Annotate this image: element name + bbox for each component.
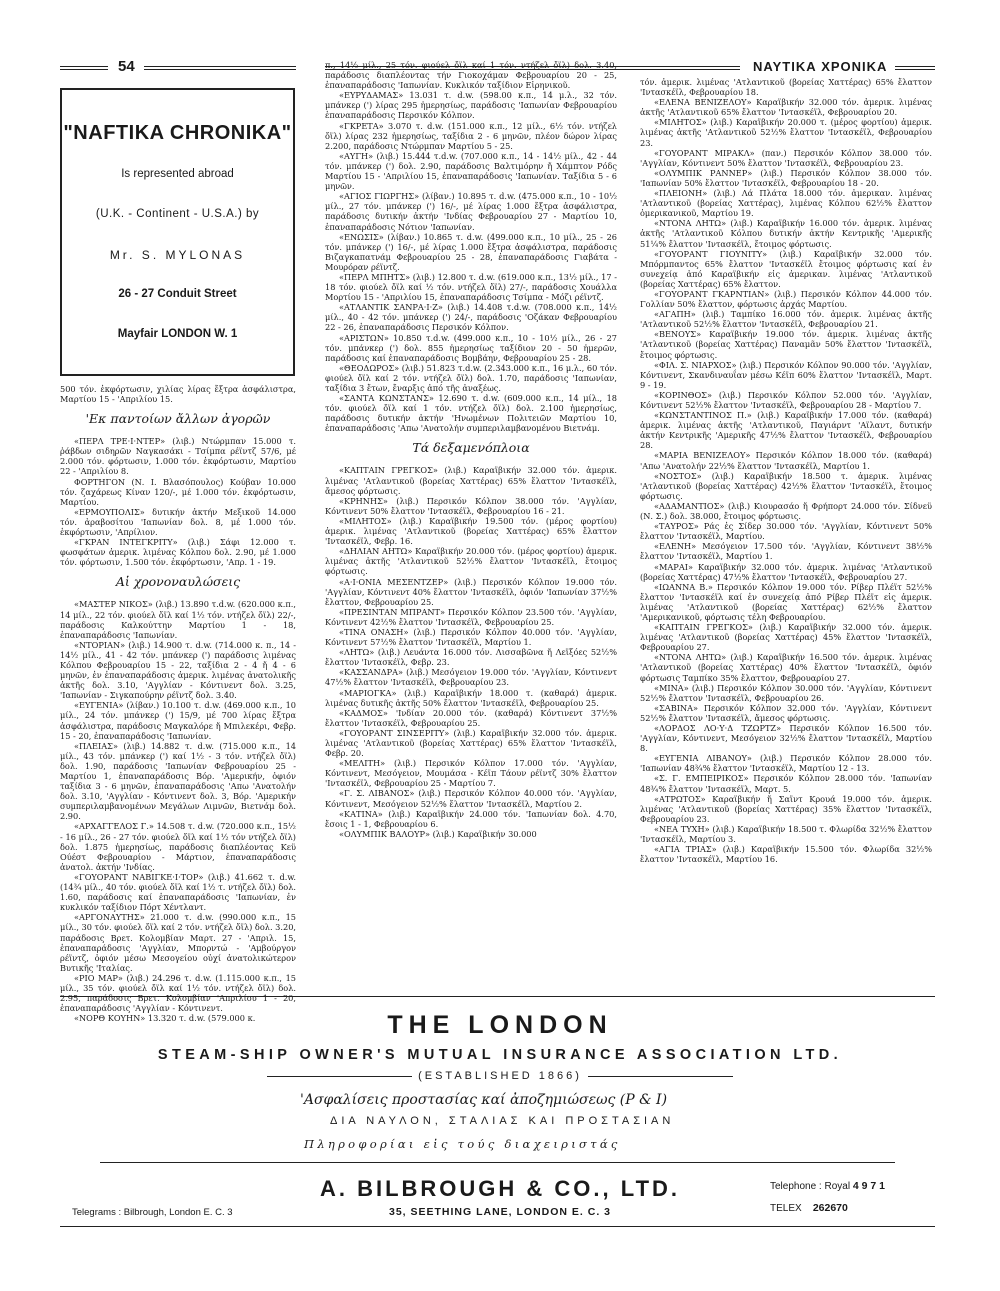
tanker-item: «ΜΕΛΙΤΗ» (λιβ.) Περσικόν Κόλπον 17.000 τόν. 'Αγγλίαν, Κόντινεντ, Μεσόγειον, Μουμάσα - Κέϊπ Τάουν ρέϊντζ 30% ἔλαττον 'Ιντασκέϊλ, Φεβρουαρίου 25 - Μαρτίου 7. <box>325 758 617 789</box>
charter-item: «ΑΤΛΑΝΤΙΚ ΣΑΝΡΑ·Ι·Ζ» (λιβ.) 14.408 τ.d.w. (708.000 κ.π., 14½ μίλ., 40 - 42 τόν. μπάνκερ (') 24/-, παράδοσις 'Οζάκαν Φεβρουαρίου 22 - 26, ἐπαναπαράδοσις Περσικόν Κόλπον. <box>325 302 617 333</box>
fixture-item: «ΠΕΡΛ ΤΡΕ·Ι·ΝΤΕΡ» (λιβ.) Ντώρμπαν 15.000 τ. ῥάβδων σιδηρῶν Ναγκασάκι - Τσίμπα ρέϊντζ 57/6, μέ 2.000 τόν. φόρτωσιν, 1.000 τόν. ἐκφόρτωσιν, Μαρτίου 22 - 'Απριλίου 8. <box>60 436 296 477</box>
tanker-item: «Α·Ι·ΟΝΙΑ ΜΕΣΕΝΤΖΕΡ» (λιβ.) Περσικόν Κόλπον 19.000 τόν. 'Αγγλίαν, Κόντινεντ 40% ἔλαττον 'Ιντασκέϊλ, ὀφιόν 'Ιαπωνίαν 37½% ἔλαττον, Φεβρουαρίου 25. <box>325 576 617 607</box>
tanker-item: «ΓΟΥΟΡΑΝΤ ΣΙΝΣΕΡΙΤΥ» (λιβ.) Καραϊβικήν 32.000 τόν. ἀμερικ. λιμένας 'Ατλαντικοῦ (βορείας Χαττέρας) 65% ἔλαττον 'Ιντασκέϊλ, Φεβρ. 20. <box>325 727 617 759</box>
tanker-item: «ΑΓΙΑ ΤΡΙΑΣ» (λιβ.) Καραϊβικήν 15.500 τόν. Φλωρίδα 32½% ἔλαττον 'Ιντασκέϊλ, Μαρτίου 16. <box>640 844 932 865</box>
advert-info-line: Πληροφορίαι εἰς τούς διαχειριστάς <box>304 1137 621 1151</box>
telephone-label: Telephone : Royal <box>770 1181 851 1192</box>
tanker-item: «ΝΟΣΤΟΣ» (λιβ.) Καραϊβικήν 18.500 τ. ἀμερικ. λιμένας 'Ατλαντικοῦ (βορείας Χαττέρας) 42½% ἔλαττον 'Ιντασκέϊλ, ἔτοιμος φόρτωσις. <box>640 470 932 501</box>
ad-line-street: 26 - 27 Conduit Street <box>118 288 237 300</box>
ad-title: "NAFTIKA CHRONIKA" <box>63 122 292 144</box>
advert-insurance-line: 'Ασφαλίσεις προστασίας καί ἀποζημιώσεως (P & I) <box>300 1092 668 1108</box>
tanker-item: «ΚΑΔΜΟΣ» 'Ινδίαν 20.000 τόν. (καθαρά) Κόντινεντ 37½% ἔλαττον 'Ιντασκέϊλ, Φεβρουαρίου 25. <box>325 707 617 728</box>
tanker-item: «ΚΩΝΣΤΑΝΤΙΝΟΣ Π.» (λιβ.) Καραϊβικήν 17.000 τόν. (καθαρά) ἀμερικ. λιμένας ἀκτῆς 'Ατλαντικοῦ, Παγιάρντ 'Αϊλαντ, δυτικήν ἀκτήν Κεντρικῆς 'Αμερικῆς 47½% ἔλαττον 'Ιντασκέϊλ, Φεβρουαρίου 28. <box>640 410 932 451</box>
charter-item: «ΜΑΣΤΕΡ ΝΙΚΟΣ» (λιβ.) 13.890 τ.d.w. (620.000 κ.π., 14 μίλ., 22 τόν. φιούελ ὄϊλ καί 1½ τόν. ντήζελ ὄϊλ) 22/-, παράδοσις Καλκούττην Μαρτίου 1 - 18, ἐπαναπαράδοσις 'Ιαπωνίαν. <box>60 599 296 640</box>
advert-agent-name: A. BILBROUGH & CO., LTD. <box>319 1176 681 1201</box>
column-1-intro: 500 τόν. ἐκφόρτωσιν, χιλίας λίρας ἔξτρα ἀσφάλιστρα, Μαρτίου 15 - 'Απριλίου 15. <box>60 384 296 405</box>
charter-item: «ΕΥΓΕΝΙΑ» (λίβαν.) 10.100 τ. d.w. (469.000 κ.π., 10 μίλ., 24 τόν. μπάνκερ (') 15/9, μέ 700 λίρας ἔξτρα ἀσφάλιστρα, παράδοσις Μαγκαλόρε ἤ Μπιλεκέρι, Φεβρ. 15 - 20, ἐπαναπαράδοσις 'Ιαπωνίαν. <box>60 700 296 741</box>
tanker-item: «ΔΗΛΙΑΝ ΑΗΤΩ» Καραϊβικήν 20.000 τόν. (μέρος φορτίου) ἀμερικ. λιμένας ἀκτῆς 'Ατλαντικοῦ 52½% ἔλαττον 'Ιντασκέϊλ, ἔτοιμος φόρτωσις. <box>325 546 617 577</box>
charter-item: «ΝΤΟΡΙΑΝ» (λιβ.) 14.900 τ. d.w. (714.000 κ. π., 14 - 14½ μίλ., 41 - 42 τόν. μπάνκερ (') παράδοσις λιμένας Κόλπου Φεβρουαρίου 15 - 22, ταξίδια 2 - 4 ἤ 4 - 6 μηνῶν, ἐν ἐπαναπαράδοσις ἀμερικ. λιμένας ἀνατολικῆς ἀκτῆς δολ. 3.10, 'Αγγλίαν - Κόντινεντ δολ. 3.25, 'Ιαπωνίαν - Σιγκαπούρην ρέϊντζ δολ. 3.40. <box>60 639 296 701</box>
tanker-item: «ΣΑΒΙΝΑ» Περσικόν Κόλπον 32.000 τόν. 'Αγγλίαν, Κόντινεντ 52½% ἔλαττον 'Ιντασκέϊλ, ἄμεσος φόρτωσις. <box>640 702 932 723</box>
tanker-item: «Σ. Γ. ΕΜΠΕΙΡΙΚΟΣ» Περσικόν Κόλπον 28.000 τόν. 'Ιαπωνίαν 48¾% ἔλαττον 'Ιντασκέϊλ, Μαρτ. 5. <box>640 773 932 794</box>
tanker-item: «ΑΔΑΜΑΝΤΙΟΣ» (λιβ.) Κιουρασάο ἤ Φρήπορτ 24.000 τόν. Σίδνεϋ (Ν. Σ.) δολ. 38.000, ἔτοιμος φόρτωσις. <box>640 500 932 522</box>
ad-line-represented: Is represented abroad <box>121 168 234 180</box>
tanker-item: «ΟΛΥΜΠΙΚ ΡΑΝΝΕΡ» (λιβ.) Περσικόν Κόλπον 38.000 τόν. 'Ιαπωνίαν 50% ἔλαττον 'Ιντασκέϊλ, Φεβρουαρίου 18 - 20. <box>640 167 932 188</box>
column-2 <box>325 60 617 839</box>
header-rule-middle <box>144 66 296 70</box>
rule-left <box>267 1076 412 1077</box>
tanker-item: «ΜΙΛΗΤΟΣ» (λιβ.) Καραϊβικήν 19.500 τόν. (μέρος φορτίου) ἀμερικ. λιμένας 'Ατλαντικοῦ (βορείας Χαττέρας) 65% ἔλαττον 'Ιντασκέϊλ, Φεβρ. 16. <box>325 515 617 547</box>
tanker-item: «ΤΙΝΑ ΟΝΑΣΗ» (λιβ.) Περσικόν Κόλπον 40.000 τόν. 'Αγγλίαν, Κόντινεντ 57½% ἔλαττον 'Ιντασκέϊλ, Μαρτίου 1. <box>325 626 617 648</box>
tanker-item: «ΝΤΟΝΑ ΛΗΤΩ» (λιβ.) Καραϊβικήν 16.000 τόν. ἀμερικ. λιμένας ἀκτῆς 'Ατλαντικοῦ Κόλπου δυτικήν ἀκτήν Κεντρικῆς 'Αμερικῆς 51¼% ἔλαττον 'Ιντασκέϊλ, ἔτοιμος φόρτωσις. <box>640 218 932 249</box>
section-heading-tankers: Τά δεξαμενόπλοια <box>412 440 530 456</box>
tanker-item: «ΓΟΥΟΡΑΝΤ ΜΙΡΑΚΛ» (παν.) Περσικόν Κόλπον 38.000 τόν. 'Αγγλίαν, Κόντινεντ 50% ἔλαττον 'Ιντασκέϊλ, Φεβρουαρίου 23. <box>640 147 932 168</box>
advert-established <box>0 1070 1000 1082</box>
fixture-item: «ΓΚΡΑΝ ΙΝΤΕΓΚΡΙΤΥ» (λιβ.) Σάφι 12.000 τ. φωσφάτων ἀμερικ. λιμένας Κόλπου δολ. 2.90, μέ 1.000 τόν. φόρτωσιν, 1.500 τόν. ἐκφόρτωσιν, 'Απρ. 1 - 19. <box>60 537 296 568</box>
charter-item: «ΕΥΡΥΔΑΜΑΣ» 13.031 τ. d.w. (598.00 κ.π., 14 μ.λ., 32 τόν. μπάνκερ (') λίρας 295 ἡμερησίως, παράδοσις 'Ιαπωνίαν Φεβρουαρίου ἐπαναπαράδοσις Περσικόν Κόλπον. <box>325 90 617 121</box>
charter-item: «ΓΚΡΕΤΑ» 3.070 τ. d.w. (151.000 κ.π., 12 μίλ., 6½ τόν. ντήζελ ὄϊλ) λίρας 232 ἡμερησίως, ταξίδια 2 - 6 μηνῶν, πλέον δώρον λίρας 2.200, παράδοσις Ντώρμπαν Μαρτίου 5 - 25. <box>325 120 617 151</box>
telephone-number: 4 9 7 1 <box>852 1180 885 1192</box>
ad-line-city: Mayfair LONDON W. 1 <box>117 328 238 340</box>
charter-item: «ΕΝΩΣΙΣ» (λίβαν.) 10.865 τ. d.w. (499.000 κ.π., 10 μίλ., 25 - 26 τόν. μπάνκερ (') 16/-, μέ λίρας 1.000 ἔξτρα ἀσφάλιστρα, παράδοσις Βιζαγκαπατνάμ Φεβρουαρίου 25 - 28, ἐπαναπαράδοσις Γιαβάτα - Μουρόραν ρέϊντζ. <box>325 231 617 272</box>
tanker-item: «ΦΙΛ. Σ. ΝΙΑΡΧΟΣ» (λιβ.) Περσικόν Κόλπον 90.000 τόν. 'Αγγλίαν, Κόντινεντ, Σκανδιναυΐαν μέσω Κέϊπ 60% ἔλαττον 'Ιντασκέϊλ, Μαρτ. 9 - 19. <box>640 359 932 390</box>
tanker-item: «ΙΩΑΝΝΑ Β.» Περσικόν Κόλπον 19.000 τόν. Ρίβερ Πλέϊτ 52½% ἔλαττον 'Ιντασκέϊλ καί ἐν συνεχείᾳ ἀπό Ρίβερ Πλέϊτ εἰς ἀμερικ. λιμένας 'Ατλαντικοῦ (βορείας Χαττέρας) 62½% ἔλαττον 'Αμερικανικοῦ, φόρτωσις τέλη Φεβρουαρίου. <box>640 581 932 622</box>
charter-item: «ΑΡΧΑΓΓΕΛΟΣ Γ.» 14.508 τ. d.w. (720.000 κ.π., 15½ - 16 μίλ., 26 - 27 τόν. φιούελ ὄϊλ καί 1½ τόν ντήζελ ὄϊλ) δολ. 1.875 ἡμερησίως, παράδοσις διαπλέοντας Κεϋ Ούέστ Φεβρουαρίου - Μάρτιον, ἐπαναπαράδοσις ἀνατολ. ἀκτήν 'Ινδίας. <box>60 821 296 872</box>
tanker-item: «ΤΑΥΡΟΣ» Ράς ἐς Σίδερ 30.000 τόν. 'Αγγλίαν, Κόντινεντ 50% ἔλαττον 'Ιντασκέϊλ, Μαρτίου. <box>640 521 932 542</box>
advert-agent-address: 35, SEETHING LANE, LONDON E. C. 3 <box>388 1206 612 1218</box>
tanker-item: «ΠΡΕΣΙΝΤΑΝ ΜΠΡΑΝΤ» Περσικόν Κόλπον 23.500 τόν. 'Αγγλίαν, Κόντινεντ 42½% ἔλαττον 'Ιντασκέϊλ, Φεβρουαρίου 25. <box>325 606 617 627</box>
advert-telegrams: Telegrams : Bilbrough, London E. C. 3 <box>72 1207 233 1218</box>
established-text: (ESTABLISHED 1866) <box>418 1070 582 1082</box>
tanker-item: «Γ. Σ. ΛΙΒΑΝΟΣ» (λιβ.) Περσικόν Κόλπον 40.000 τόν. 'Αγγλίαν, Κόντινεντ, Μεσόγειον 52½% ἔλαττον 'Ιντασκέϊλ, Μαρτίου 2. <box>325 788 617 809</box>
advert-bottom-rule <box>60 1226 935 1227</box>
advert-middle-rule <box>100 1162 895 1163</box>
tanker-item: «ΠΛΕΙΟΝΗ» (λιβ.) Λά Πλάτα 18.000 τόν. ἀμερικαν. λιμένας 'Ατλαντικοῦ (βορείας Χαττέρας), λιμένας Κόλπου 62½% ἔλαττον ὁμερικανικοῦ, Μαρτίου 19. <box>640 188 932 219</box>
tanker-item: «ΜΑΡΙΑ ΒΕΝΙΖΕΛΟΥ» Περσικόν Κόλπον 18.000 τόν. (καθαρά) 'Απω 'Ανατολήν 22½% ἔλαττον 'Ιντασκέϊλ, Μαρτίου 1. <box>640 450 932 471</box>
charter-item: «ΓΟΥΟΡΑΝΤ ΝΑΒΙΓΚΕ·Ι·ΤΟΡ» (λιβ.) 41.662 τ. d.w. (14¾ μίλ., 40 τόν. φιούελ ὄϊλ καί 1½ τ. ντήζελ ὄϊλ) δολ. 1.60, παράδοσις καί ἐπαναπαράδοσις 'Ιαπωνίαν, ἐν κυκλικόν ταξίδιον Πόρτ Χέντλαντ. <box>60 871 296 913</box>
charter-item: «ΡΙΟ ΜΑΡ» (λιβ.) 24.296 τ. d.w. (1.115.000 κ.π., 15 μίλ., 35 τόν. φιούελ ὄϊλ καί 1½ τόν. ντήζελ ὄϊλ) δολ. 2.95, παράδοσις Βρετ. Κολομβίαν 'Απριλίου 1 - 20, ἐπαναπαράδοσις 'Αγγλίαν - Κόντινεντ. <box>60 972 296 1014</box>
tanker-item: «ΒΕΝΟΥΣ» Καραϊβικήν 19.000 τόν. ἀμερικ. λιμένας ἀκτῆς 'Ατλαντικοῦ (βορείας Χαττέρας) Παναμᾶν 50% ἔλαττον 'Ιντασκέϊλ, ἔτοιμος φόρτωσις. <box>640 329 932 360</box>
charter-item: «ΘΕΟΔΩΡΟΣ» (λιβ.) 51.823 τ.d.w. (2.343.000 κ.π., 16 μ.λ., 60 τόν. φιούελ ὄϊλ καί 2 τόν. ντήζελ ὄϊλ) δολ. 1.70, παράδοσις 'Ιαπωνίαν, ταξίδια 3 ἔτων, ἔναρξις ἀπό τῆς ἀναξέως. <box>325 362 617 393</box>
tanker-item: «ΑΤΡΩΤΟΣ» Καραϊβικήν ἤ Σαϊντ Κρουά 19.000 τόν. ἀμερικ. λιμένας 'Ατλαντικοῦ (βορείας Χαττέρας) 35% ἔλαττον 'Ιντασκέϊλ, Φεβρουαρίου 23. <box>640 793 932 824</box>
header-rule-left <box>60 66 108 70</box>
tanker-item: «ΜΙΝΑ» (λιβ.) Περσικόν Κόλπον 30.000 τόν. 'Αγγλίαν, Κόντινεντ 52½% ἔλαττον 'Ιντασκέϊλ, Φεβρουαρίου 26. <box>640 682 932 703</box>
section-heading-other-markets: 'Εκ παντοίων ἄλλων ἀγορῶν <box>85 411 271 427</box>
charter-item: «ΑΡΓΟΝΑΥΤΗΣ» 21.000 τ. d.w. (990.000 κ.π., 15 μίλ., 30 τόν. φιούελ ὄϊλ καί 2 τόν. ντήζελ ὄϊλ) δολ. 3.20, παράδοσις Βρετ. Κολομβίαν Μαρτ. 27 - 'Απριλ. 15, ἐπαναπαράδοσις 'Αγγλίαν, Μπορντώ - 'Αμβούργον ρέϊντζ, ὀφιόν μέσω Μεσογείου οὐχί ἀνατολικώτερον Βυτικῆς 'Ιταλίας. <box>60 912 297 973</box>
column-3 <box>640 77 932 864</box>
tanker-item: «ΜΙΛΗΤΟΣ» (λιβ.) Καραϊβικήν 20.000 τ. (μέρος φορτίου) ἀμερικ. λιμένας ἀκτῆς 'Ατλαντικοῦ 52½% ἔλαττον 'Ιντασκέϊλ, Φεβρουαρίου 23. <box>640 117 932 148</box>
charter-item: «ΠΕΡΛ ΜΠΗΤΣ» (λιβ.) 12.800 τ. d.w. (619.000 κ.π., 13½ μίλ., 17 - 18 τόν. φιούελ ὄϊλ καί ½ τόν. ντήζελ ὄϊλ) 27/-, παράδοσις Χουάλλα Μορτίου 15 - 'Απριλίου 15, ἐπαναπαράδοσις Τσίμπα - Μόζι ρέϊντζ. <box>325 271 617 303</box>
advert-association-name: STEAM-SHIP OWNER'S MUTUAL INSURANCE ASSOCIATION LTD. <box>157 1047 843 1063</box>
tanker-item: «ΓΟΥΟΡΑΝΤ ΓΚΑΡΝΤΙΑΝ» (λιβ.) Περσικόν Κόλπον 44.000 τόν. Γολλίαν 50% ἔλαττον, φόρτωσις ἀρχάς Μαρτίου. <box>640 288 932 310</box>
rule-right <box>588 1076 733 1077</box>
tanker-item: «ΕΛΕΝΑ ΒΕΝΙΖΕΛΟΥ» Καραϊβικήν 32.000 τόν. ἀμερικ. λιμένας ἀκτῆς 'Ατλαντικοῦ 65% ἔλαττον 'Ιντασκέϊλ, Φεβρουαρίου 20. <box>640 97 932 118</box>
tanker-item: «ΜΑΡΑΙ» Καραϊβικήν 32.000 τόν. ἀμερικ. λιμένας 'Ατλαντικοῦ (βορείας Χαττέρας) 47½% ἔλαττον 'Ιντασκέϊλ, Φεβρουαρίου 27. <box>640 561 932 582</box>
tanker-item: «ΕΥΓΕΝΙΑ ΛΙΒΑΝΟΥ» (λιβ.) Περσικόν Κόλπον 28.000 τόν. 'Ιαπωνίαν 48¾% ἔλαττον 'Ιντασκέϊλ, Μαρτίου 12 - 13. <box>640 753 932 774</box>
charter-item: π., 14½ μίλ., 25 τόν. φιούελ ὄϊλ καί 1 τόν. ντήζελ ὄϊλ) δολ. 3.40, παράδοσις διαπλέοντας τήν Γιοκοχάμαν Φεβρουαρίου 20 - 25, ἐπαναπαράδοσις 'Ιαπωνίαν. Κυκλικόν ταξίδιον Εἰρηνικοῦ. <box>325 60 617 91</box>
telex-number: 262670 <box>812 1202 848 1214</box>
column-1 <box>60 384 296 1023</box>
advert-telex <box>770 1202 848 1214</box>
representative-ad-box <box>60 88 295 376</box>
fixture-item: ΦΟΡΤΗΓΟΝ (Ν. Ι. Βλασόπουλος) Κούβαν 10.000 τόν. ζαχάρεως Κίναν 120/-, μέ 1.000 τόν. ἐκφόρτωσιν, Μαρτίου. <box>60 476 296 507</box>
charter-item: «ΑΥΓΗ» (λιβ.) 15.444 τ.d.w. (707.000 κ.π., 14 - 14½ μίλ., 42 - 44 τόν. μπάνκερ (') δολ. 2.90, παράδοσις Βαλτιμόρην ἤ Χάμπτον Ρόδς Μαρτίου 15 - 'Απριλίου 15, ἐπαναπαράδοσις 'Ιαπωνίαν. Ταξίδια 5 - 6 μηνῶν. <box>325 150 617 192</box>
page-number: 54 <box>118 58 135 75</box>
tanker-item: «ΚΑΣΣΑΝΔΡΑ» (λιβ.) Μεσόγειον 19.000 τόν. 'Αγγλίαν, Κόντινεντ 47½% ἔλαττον 'Ιντασκέϊλ, Φεβρουαρίου 23. <box>325 667 617 688</box>
tanker-item: «ΝΤΟΝΑ ΛΗΤΩ» (λιβ.) Καραϊβικήν 16.500 τόν. ἀμερικ. λιμένας 'Ατλαντικοῦ (βορείας Χαττέρας) 40% ἔλαττον 'Ιντασκέϊλ, ὀφιόν φόρτωσις Ταμπίκο 35% ἔλαττον, Φεβρουαρίου 27. <box>640 652 932 683</box>
charter-item: «ΑΡΙΣΤΩΝ» 10.850 τ.d.w. (499.000 κ.π., 10 - 10½ μίλ., 26 - 27 τόν. μπάνκερ (') δολ. 855 ἡμερησίως ταξίδιον 20 - 50 ἡμερῶν, παράδοσις καί ἐπαναπαράδοσις Βομβάην, Φεβρουαρίου 25 - 28. <box>325 332 617 363</box>
advert-freight-line: ΔΙΑ ΝΑΥΛΟΝ, ΣΤΑΛΙΑΣ ΚΑΙ ΠΡΟΣΤΑΣΙΑΝ <box>330 1115 675 1127</box>
header-rule-right <box>895 66 935 70</box>
charter-item: «ΠΛΕΙΑΣ» (λιβ.) 14.882 τ. d.w. (715.000 κ.π., 14 μίλ., 43 τόν. μπάνκερ (') καί 1½ - 3 τόν. ντήζελ ὄϊλ) δολ. 1.90, παράδοσις 'Ιαπωνίαν Φεβρουαρίου 25 - Μαρτίου 1, ἐπαναπαράδοσις Βόρ. 'Αμερικήν, ὀφιόν ταξίδια 3 - 6 μηνῶν, ἐπαναπαράδοσις 'Απω 'Ανατολήν δολ. 3.10, 'Αγγλίαν - Κόντινεντ δολ. 3, Βόρ. 'Αμερικήν συμπεριλαμβανομένων Μεγάλων Λιμνῶν, Βιετνάμ δολ. 2.90. <box>60 740 296 822</box>
advert-telephone <box>770 1180 885 1192</box>
charter-item: «ΣΑΝΤΑ ΚΩΝΣΤΑΝΣ» 12.690 τ. d.w. (609.000 κ.π., 14 μίλ., 18 τόν. φιούελ ὄϊλ καί 1 τόν. ντήζελ ὄϊλ) δολ. 2.100 ἡμερησίως, παράδοσις δυτικήν ἀκτήν 'Ηνωμένων Πολιτειῶν Μαρτίου 10, ἐπαναπαράδοσις 'Απω 'Ανατολήν συμπεριλαμβανομένου Βιετνάμ. <box>325 393 617 434</box>
tanker-item: «ΚΑΤΙΝΑ» (λιβ.) Καραϊβικήν 24.000 τόν. 'Ιαπωνίαν δολ. 4.70, ἔσοις 1 - 1, Φεβρουαρίου 6. <box>325 808 617 829</box>
tanker-item: «ΚΡΗΝΗΣ» (λιβ.) Περσικόν Κόλπον 38.000 τόν. 'Αγγλίαν, Κόντινεντ 50% ἔλαττον 'Ιντασκέϊλ, Φεβρουαρίου 16 - 21. <box>325 495 617 516</box>
tanker-item: «ΓΟΥΟΡΑΝΤ ΓΙΟΥΝΙΤΥ» (λιβ.) Καραϊβικήν 32.000 τόν. Μπόρμπαντος 65% ἔλαττον 'Ιντασκέϊλ ἔτοιμος φόρτωσις καί ἐν συνεχείᾳ ἀπό Καραϊβικήν εἰς ἀμερικαν. λιμένας 'Ατλαντικοῦ (βορείας Χαττέρας) 65% ἔλαττον. <box>640 248 932 289</box>
ad-line-representative: Mr. S. MYLONAS <box>109 248 246 262</box>
journal-title: ΝΑΥΤΙΚΑ ΧΡΟΝΙΚΑ <box>753 59 888 74</box>
tanker-item: «ΑΓΑΠΗ» (λιβ.) Ταμπίκο 16.000 τόν. ἀμερικ. λιμένας ἀκτῆς 'Ατλαντικοῦ 52½% ἔλαττον 'Ιντασκέϊλ, Φεβρουαρίου 21. <box>640 309 932 330</box>
section-heading-time-charters: Αἱ χρονοναυλώσεις <box>115 574 241 590</box>
fixture-item: «ΕΡΜΟΥΠΟΛΙΣ» δυτικήν ἀκτήν Μεξικοῦ 14.000 τόν. ἀραβοσίτου 'Ιαπωνίαν δολ. 8, μέ 1.000 τόν. ἐκφόρτωσιν, 'Απρίλιον. <box>60 506 296 538</box>
advert-the-london: THE LONDON <box>387 1011 613 1039</box>
tanker-item: «ΟΛΥΜΠΙΚ ΒΑΛΟΥΡ» (λιβ.) Καραϊβικήν 30.000 <box>339 828 537 839</box>
tanker-item: «ΜΑΡΙΟΓΚΑ» (λιβ.) Καραϊβικήν 18.000 τ. (καθαρά) ἀμερικ. λιμένας δυτικῆς ἀκτῆς 50% ἔλαττον 'Ιντασκέϊλ, Φεβρουαρίου 25. <box>325 687 617 708</box>
advert-top-rule <box>60 996 935 997</box>
tanker-item: τόν. ἀμερικ. λιμένας 'Ατλαντικοῦ (βορείας Χαττέρας) 65% ἔλαττον 'Ιντασκέϊλ, Φεβρουαρίου 18. <box>640 77 932 98</box>
charter-item: «ΑΓΙΟΣ ΓΙΩΡΓΗΣ» (λίβαν.) 10.895 τ. d.w. (475.000 κ.π., 10 - 10½ μίλ., 27 τόν. μπάνκερ (') 16/-, μέ λίρας 1.000 ἔξτρα ἀσφάλιστρα, παράδοσις δυτικήν ἀκτήν 'Ινδίας Φεβρουαρίου 27 - Μαρτίου 10, ἐπαναπαράδοσις Νότιον 'Ιαπωνίαν. <box>325 191 617 232</box>
tanker-item: «ΛΟΡΔΟΣ ΛΟ·Υ·Δ ΤΖΩΡΤΖ» Περσικόν Κόλπον 16.500 τόν. 'Αγγλίαν, Κόντινεντ, Μεσόγειον 32½% ἔλαττον 'Ιντασκέϊλ, Μαρτίου 8. <box>640 723 932 754</box>
telex-label: TELEX <box>770 1203 802 1214</box>
charter-item: «ΝΟΡΘ ΚΟΥΗΝ» 13.320 τ. d.w. (579.000 κ. <box>74 1013 256 1024</box>
tanker-item: «ΕΛΕΝΗ» Μεσόγειον 17.500 τόν. 'Αγγλίαν, Κόντινεντ 38½% ἔλαττον 'Ιντασκέϊλ, Μαρτίου 1. <box>640 541 932 562</box>
tanker-item: «ΚΟΡΙΝΘΟΣ» (λιβ.) Περσικόν Κόλπον 52.000 τόν. 'Αγγλίαν, Κόντινεντ 52½% ἔλαττον 'Ιντασκέϊλ, Φεβρουαρίου 28 - Μαρτίου 7. <box>640 389 932 410</box>
tanker-item: «ΚΑΠΤΑΙΝ ΓΡΕΓΚΟΣ» (λιβ.) Καραϊβικήν 32.000 τόν. ἀμερικ. λιμένας 'Ατλαντικοῦ (βορείας Χαττέρας) 45% ἔλαττον 'Ιντασκέϊλ, Φεβρουαρίου 27. <box>640 622 932 653</box>
ad-line-regions: (U.K. - Continent - U.S.A.) by <box>95 208 260 220</box>
tanker-item: «ΚΑΠΤΑΙΝ ΓΡΕΓΚΟΣ» (λιβ.) Καραϊβικήν 32.000 τόν. ἀμερικ. λιμένας 'Ατλαντικοῦ (βορείας Χαττέρας) 65% ἔλαττον 'Ιντασκέϊλ, ἄμεσος φόρτωσις. <box>325 465 617 496</box>
tanker-item: «ΛΗΤΩ» (λιβ.) Λευάντα 16.000 τόν. Λισσαβῶνα ἤ Λεϊξόες 52½% ἔλαττον 'Ιντασκέϊλ, Φεβρ. 23. <box>325 647 617 668</box>
tanker-item: «ΝΕΑ ΤΥΧΗ» (λιβ.) Καραϊβικήν 18.500 τ. Φλωρίδα 32½% ἔλαττον 'Ιντασκέϊλ, Μαρτίου 3. <box>640 823 932 845</box>
